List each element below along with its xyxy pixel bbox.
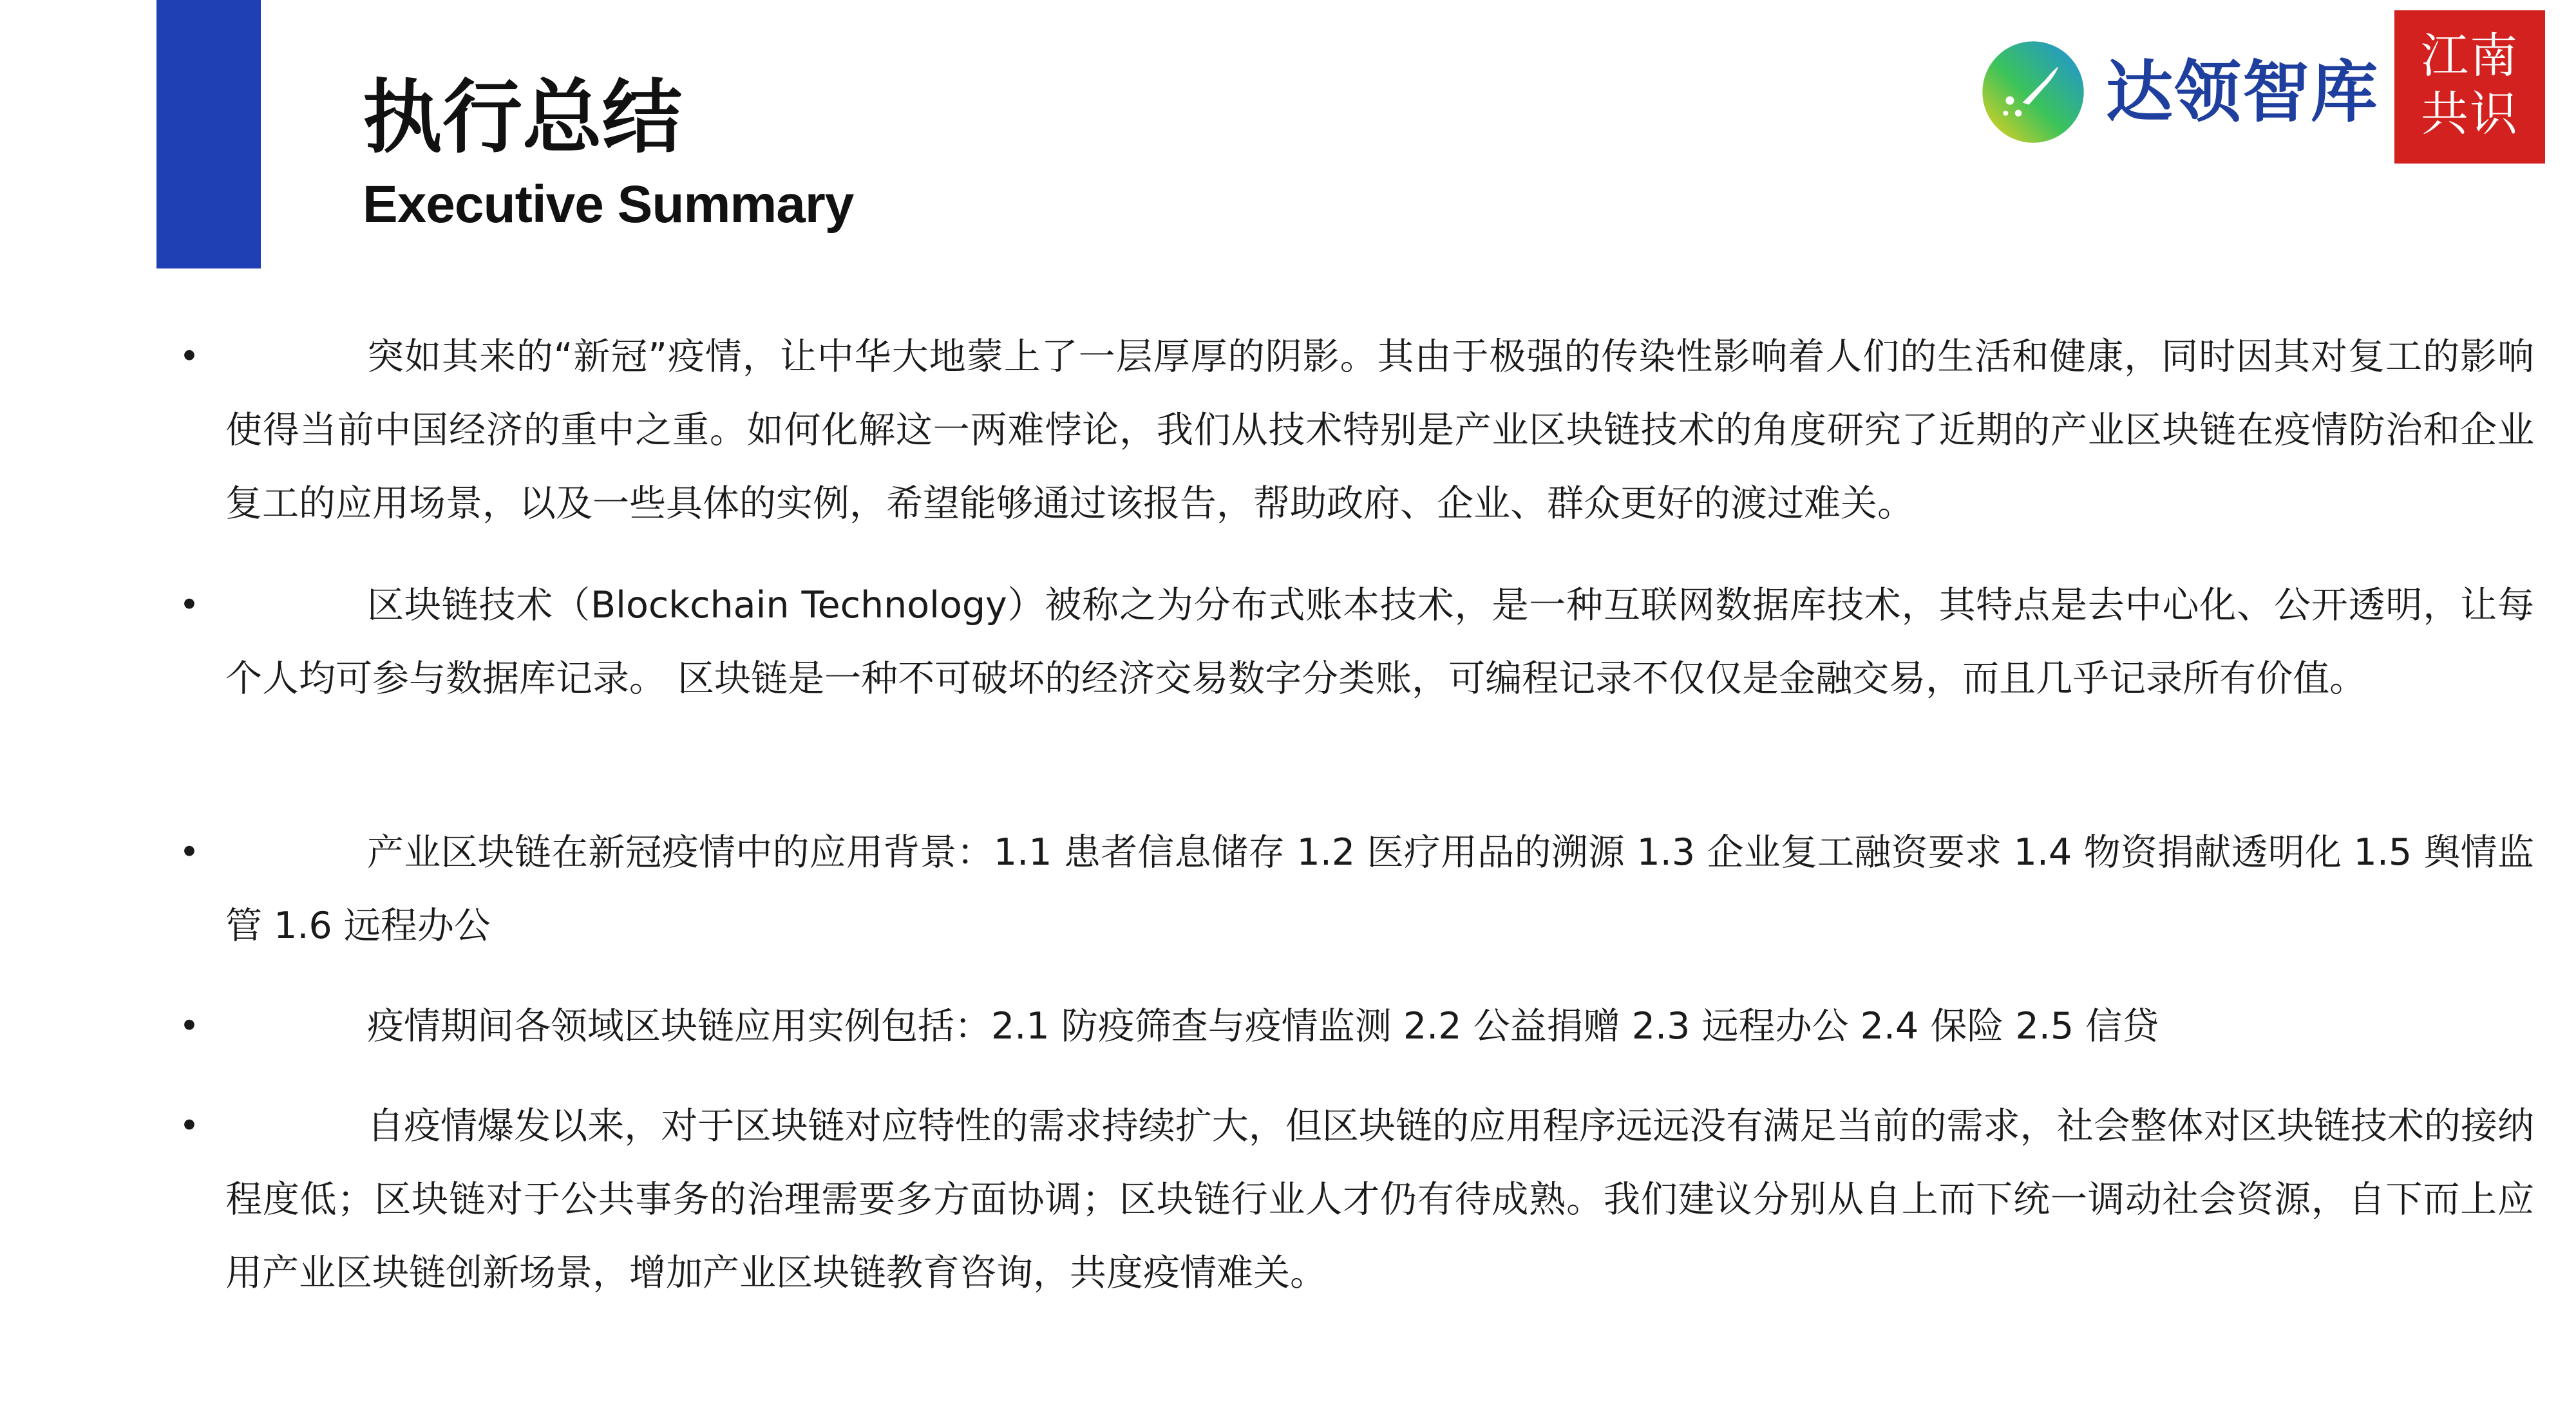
bullet-marker: • bbox=[179, 336, 200, 377]
summary-bullet-4: 疫情期间各领域区块链应用实例包括：2.1 防疫筛查与疫情监测 2.2 公益捐赠 2.3 远程办公 2.4 保险 2.5 信贷 bbox=[367, 1005, 2159, 1048]
accent-bar bbox=[156, 0, 261, 268]
bullet-marker: • bbox=[179, 585, 200, 625]
summary-bullet-2: 区块链技术（Blockchain Technology）被称之为分布式账本技术，是一种互联网数据库技术，其特点是去中心化、公开透明，让每个人均可参与数据库记录。 区块链是一种不可破坏的经济交易数字分类账，可编程记录不仅仅是金融交易，而且几乎记录所有价值。 bbox=[225, 584, 2534, 700]
bullet-marker: • bbox=[179, 832, 200, 872]
seal-line-1: 江南 bbox=[2421, 28, 2519, 84]
summary-bullet-3: 产业区块链在新冠疫情中的应用背景：1.1 患者信息储存 1.2 医疗用品的溯源 1.3 企业复工融资要求 1.4 物资捐献透明化 1.5 舆情监管 1.6 远程办公 bbox=[225, 831, 2534, 947]
brand-name: 达领智库 bbox=[2106, 53, 2380, 131]
page-title: 执行总结 bbox=[363, 71, 683, 164]
bullet-marker: • bbox=[179, 1006, 200, 1046]
brand-logo bbox=[1980, 35, 2380, 148]
seal-stamp bbox=[2394, 10, 2545, 164]
seal-line-2: 共识 bbox=[2421, 86, 2519, 142]
rocket-logo-icon bbox=[1980, 39, 2086, 145]
summary-bullet-5: 自疫情爆发以来，对于区块链对应特性的需求持续扩大，但区块链的应用程序远远没有满足当前的需求，社会整体对区块链技术的接纳程度低；区块链对于公共事务的治理需要多方面协调；区块链行业人才仍有待成熟。我们建议分别从自上而下统一调动社会资源，自下而上应用产业区块链创新场景，增加产业区块链教育咨询，共度疫情难关。 bbox=[225, 1105, 2534, 1294]
summary-bullet-1: 突如其来的“新冠”疫情，让中华大地蒙上了一层厚厚的阴影。其由于极强的传染性影响着人们的生活和健康，同时因其对复工的影响使得当前中国经济的重中之重。如何化解这一两难悖论，我们从技术特别是产业区块链技术的角度研究了近期的产业区块链在疫情防治和企业复工的应用场景，以及一些具体的实例，希望能够通过该报告，帮助政府、企业、群众更好的渡过难关。 bbox=[225, 335, 2534, 525]
page-subtitle: Executive Summary bbox=[363, 175, 854, 234]
bullet-marker: • bbox=[179, 1105, 200, 1146]
